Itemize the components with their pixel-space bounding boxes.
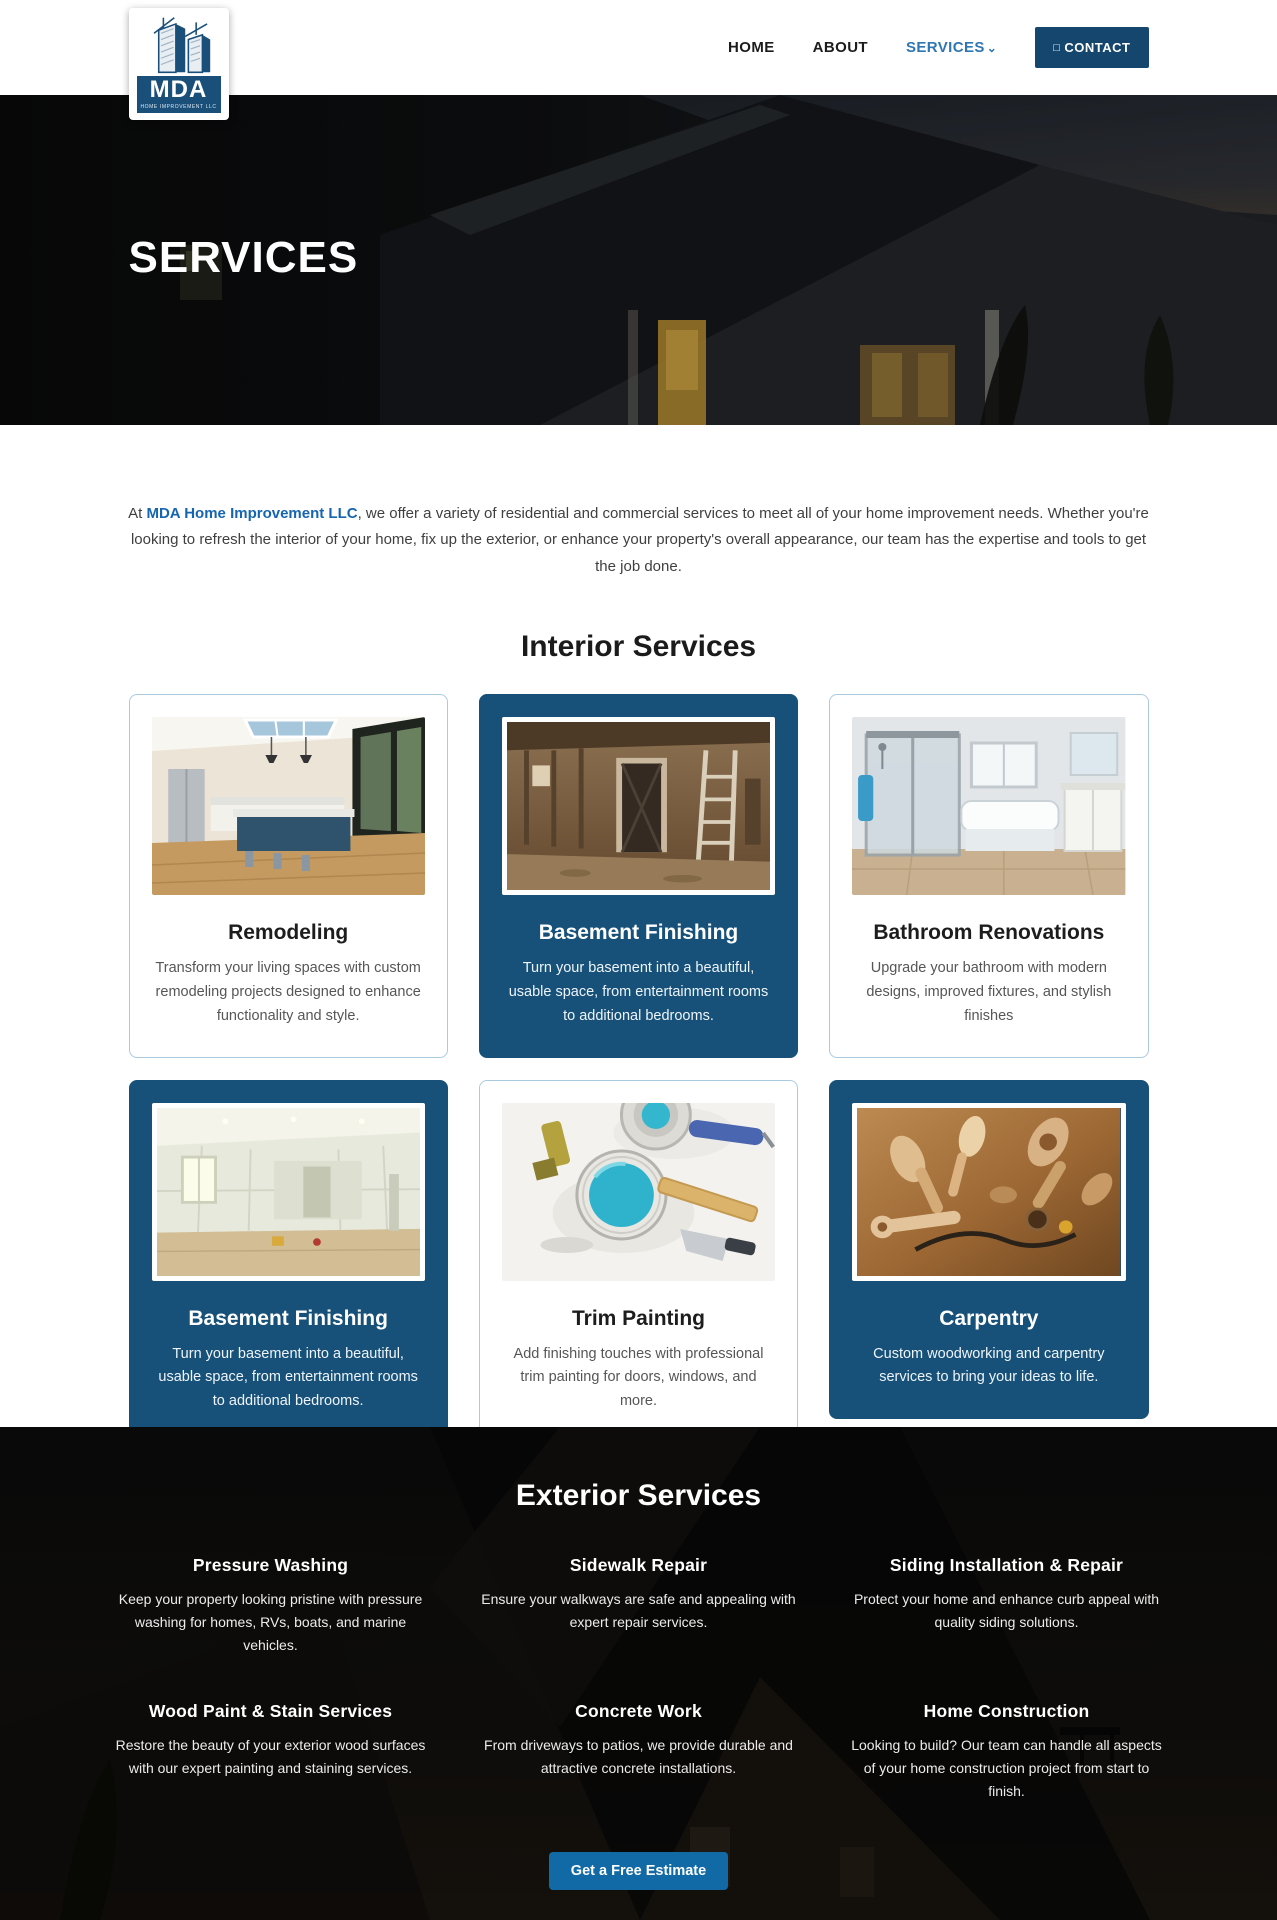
card-title: Bathroom Renovations: [873, 920, 1105, 944]
logo-buildings-icon: [140, 16, 218, 74]
exterior-item-description: Protect your home and enhance curb appeal with quality siding solutions.: [853, 1591, 1160, 1631]
exterior-item-home-construction: [845, 1701, 1169, 1803]
exterior-item-description: Restore the beauty of your exterior wood surfaces with our expert painting and staining services.: [115, 1737, 426, 1777]
exterior-item-description: From driveways to patios, we provide durable and attractive concrete installations.: [484, 1737, 793, 1777]
exterior-item-siding: [845, 1555, 1169, 1657]
exterior-item-description: Ensure your walkways are safe and appealing with expert repair services.: [481, 1591, 796, 1631]
drywall-basement-photo: [152, 1103, 425, 1281]
exterior-item-description: Looking to build? Our team can handle all aspects of your home construction project from start to finish.: [851, 1737, 1162, 1800]
card-description: Custom woodworking and carpentry services to bring your ideas to life.: [873, 1345, 1105, 1386]
card-description: Add finishing touches with professional trim painting for doors, windows, and more.: [513, 1345, 764, 1410]
free-estimate-button[interactable]: Get a Free Estimate: [549, 1852, 728, 1890]
paint-cans-photo: [502, 1103, 775, 1281]
brand-name-link[interactable]: MDA Home Improvement LLC: [146, 505, 358, 522]
site-header: [0, 0, 1277, 110]
exterior-item-pressure-washing: [109, 1555, 433, 1657]
card-description: Turn your basement into a beautiful, usable space, from entertainment rooms to additional bedrooms.: [508, 959, 769, 1024]
card-title: Basement Finishing: [538, 920, 739, 944]
card-title: Trim Painting: [571, 1306, 705, 1330]
card-description: Turn your basement into a beautiful, usable space, from entertainment rooms to additional bedrooms.: [158, 1345, 418, 1410]
exterior-item-concrete-work: [477, 1701, 801, 1803]
section-heading-interior: Interior Services: [520, 629, 757, 663]
main-content: [0, 425, 1277, 1427]
intro-rest: , we offer a variety of residential and commercial services to meet all of your home improvement needs. Whether you're looking to refresh the interior of your home, fix up the exterior, or enhance your property's overall appearance, our team has the expertise and tools to get the job done.: [130, 505, 1149, 575]
logo-band: [137, 76, 221, 113]
carpentry-tools-photo: [852, 1103, 1125, 1281]
exterior-services-grid: [109, 1555, 1169, 1804]
nav-link-about[interactable]: ABOUT: [812, 39, 868, 56]
intro-paragraph: [124, 501, 1154, 580]
main-nav: [129, 0, 1149, 95]
exterior-item-description: Keep your property looking pristine with pressure washing for homes, RVs, boats, and marine vehicles.: [118, 1591, 423, 1654]
exterior-section: [0, 1427, 1277, 1920]
exterior-item-title: Wood Paint & Stain Services: [148, 1701, 393, 1722]
exterior-item-wood-paint-stain: [109, 1701, 433, 1803]
section-heading-exterior: Exterior Services: [515, 1479, 762, 1512]
hero: [0, 95, 1277, 425]
chevron-down-icon: ⌄: [986, 41, 998, 55]
card-title: Remodeling: [228, 920, 349, 944]
page-title: SERVICES: [128, 233, 359, 282]
nav-link-home[interactable]: HOME: [728, 39, 775, 56]
exterior-item-title: Pressure Washing: [192, 1555, 349, 1575]
kitchen-remodeling-photo: [152, 717, 425, 895]
card-description: Upgrade your bathroom with modern designs, improved fixtures, and stylish finishes: [866, 959, 1112, 1024]
exterior-item-title: Siding Installation & Repair: [889, 1555, 1124, 1575]
nav-link-services[interactable]: [906, 39, 997, 56]
logo[interactable]: [129, 8, 229, 120]
logo-tagline: HOME IMPROVEMENT LLC: [140, 104, 217, 110]
card-title: Basement Finishing: [188, 1306, 388, 1330]
service-card-basement-finishing: [479, 694, 798, 1058]
nav-link-services-label: SERVICES: [905, 39, 985, 56]
intro-prefix: At: [128, 505, 147, 522]
service-card-remodeling: [129, 694, 448, 1058]
card-title: Carpentry: [939, 1306, 1039, 1330]
contact-button-label: CONTACT: [1064, 40, 1131, 55]
service-card-basement-finishing-2: [129, 1080, 448, 1427]
unfinished-basement-photo: [502, 717, 775, 895]
contact-icon: □: [1053, 41, 1061, 54]
bathroom-renovation-photo: [852, 717, 1125, 895]
exterior-item-title: Concrete Work: [575, 1701, 702, 1722]
service-card-carpentry: [829, 1080, 1148, 1420]
card-description: Transform your living spaces with custom remodeling projects designed to enhance functionality and style.: [155, 959, 421, 1024]
interior-services-grid: [129, 694, 1149, 1427]
exterior-item-title: Sidewalk Repair: [569, 1555, 708, 1575]
service-card-bathroom-renovations: [829, 694, 1148, 1058]
exterior-item-title: Home Construction: [923, 1701, 1090, 1722]
logo-text: MDA: [149, 76, 208, 103]
contact-button[interactable]: [1035, 27, 1148, 68]
service-card-trim-painting: [479, 1080, 798, 1427]
exterior-item-sidewalk-repair: [477, 1555, 801, 1657]
